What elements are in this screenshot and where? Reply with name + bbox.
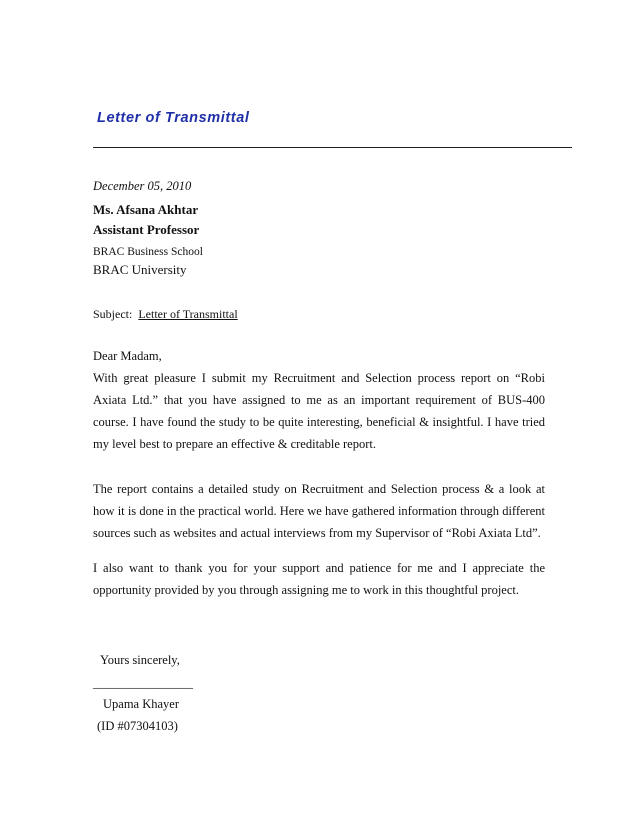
body-paragraph-3: I also want to thank you for your support and patience for me and I appreciate the opportunity provided by you through assigning me to work in this thoughtful project. [93,561,545,597]
heading-divider [93,147,572,148]
signature-line: ________________ [93,676,193,690]
recipient-school: BRAC Business School [93,246,203,258]
recipient-name: Ms. Afsana Akhtar [93,202,199,217]
recipient-title: Assistant Professor [93,222,200,237]
subject-label: Subject: [93,307,133,321]
subject-text: Letter of Transmittal [138,307,238,321]
signer-name: Upama Khayer [103,697,180,711]
closing: Yours sincerely, [100,653,180,667]
body-paragraph-2: The report contains a detailed study on Recruitment and Selection process & a look at how it is done in the practical world. Here we have gathered information through different sources such as websites and actual interviews from my Supervisor of “Robi Axiata Ltd”. [93,482,545,540]
letter-heading: Letter of Transmittal [97,110,250,126]
letter-date: December 05, 2010 [93,179,192,193]
salutation: Dear Madam, [93,349,162,363]
recipient-university: BRAC University [93,262,187,277]
body-paragraph-1: With great pleasure I submit my Recruitment and Selection process report on “Robi Axiata Ltd.” that you have assigned to me as an important requirement of BUS-400 course. I have found the study to be quite interesting, beneficial & insightful. I have tried my level best to prepare an effective & creditable report. [93,371,545,451]
signer-id: (ID #07304103) [97,719,178,733]
subject-line [93,306,238,322]
